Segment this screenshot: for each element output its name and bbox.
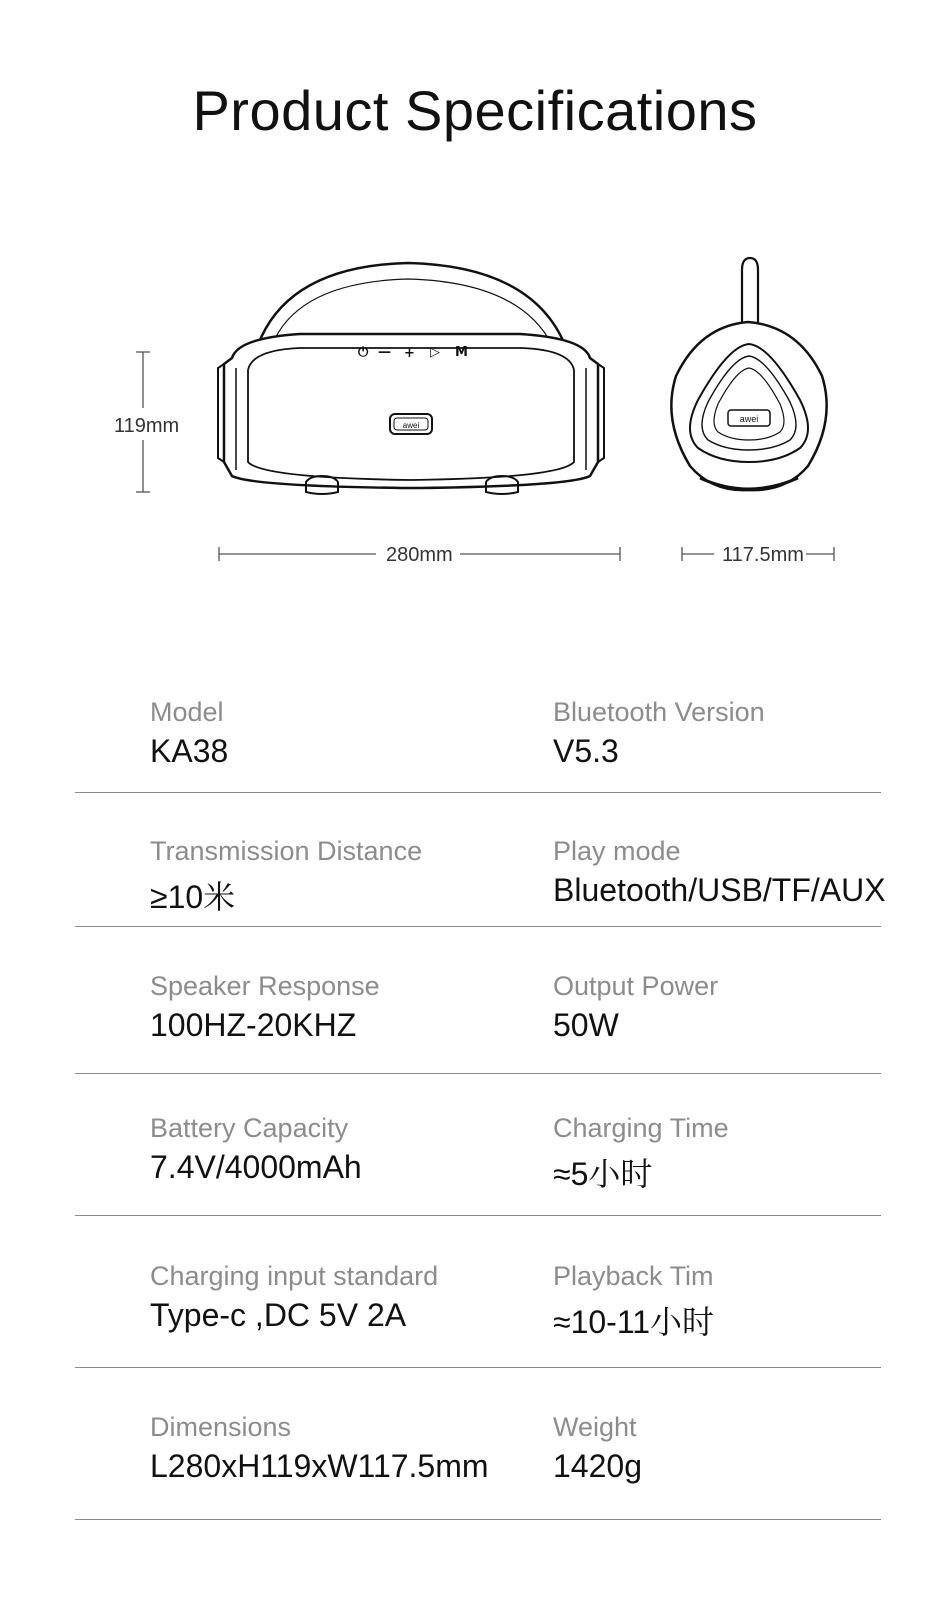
spec-value-playback-time: ≈10-11小时 [553, 1304, 715, 1340]
row-divider [75, 1367, 881, 1368]
page-title: Product Specifications [192, 79, 758, 142]
spec-label-output-power: Output Power [553, 971, 719, 1001]
width-label: 117.5mm [722, 544, 804, 566]
spec-value-bluetooth-version: V5.3 [553, 733, 619, 769]
side-brand-badge: awei [739, 414, 759, 424]
spec-label-dimensions: Dimensions [150, 1412, 292, 1442]
spec-label-bluetooth-version: Bluetooth Version [553, 697, 765, 727]
spec-value-battery-capacity: 7.4V/4000mAh [150, 1149, 362, 1185]
row-divider [75, 1519, 881, 1520]
spec-value-transmission-distance: ≥10米 [150, 879, 236, 915]
spec-label-charging-time: Charging Time [553, 1113, 729, 1143]
row-divider [75, 926, 881, 927]
spec-value-charging-input: Type-c ,DC 5V 2A [150, 1297, 407, 1333]
spec-label-speaker-response: Speaker Response [150, 971, 380, 1001]
spec-label-playback-time: Playback Tim [553, 1261, 714, 1291]
mode-icon: M [455, 345, 468, 360]
spec-value-dimensions: L280xH119xW117.5mm [150, 1448, 489, 1484]
length-label: 280mm [386, 544, 453, 566]
spec-value-play-mode: Bluetooth/USB/TF/AUX [553, 872, 886, 908]
row-divider [75, 792, 881, 793]
spec-label-battery-capacity: Battery Capacity [150, 1113, 349, 1143]
volume-down-icon: — [378, 345, 391, 360]
speaker-side-view [671, 258, 826, 490]
volume-up-icon: + [404, 346, 415, 361]
spec-value-model: KA38 [150, 733, 229, 769]
spec-value-speaker-response: 100HZ-20KHZ [150, 1007, 357, 1043]
spec-value-output-power: 50W [553, 1007, 619, 1043]
row-divider [75, 1215, 881, 1216]
row-divider [75, 1073, 881, 1074]
height-label: 119mm [114, 415, 180, 437]
play-icon: ▷ [430, 345, 440, 360]
product-drawing [0, 0, 950, 620]
spec-value-weight: 1420g [553, 1448, 642, 1484]
spec-label-weight: Weight [553, 1412, 637, 1442]
spec-label-transmission-distance: Transmission Distance [150, 836, 423, 866]
brand-badge: awei [402, 421, 420, 430]
spec-label-charging-input: Charging input standard [150, 1261, 439, 1291]
speaker-front-view [218, 263, 604, 494]
spec-value-charging-time: ≈5小时 [553, 1156, 653, 1192]
spec-label-play-mode: Play mode [553, 836, 681, 866]
power-icon: ⏻ [358, 345, 369, 360]
spec-label-model: Model [150, 697, 224, 727]
